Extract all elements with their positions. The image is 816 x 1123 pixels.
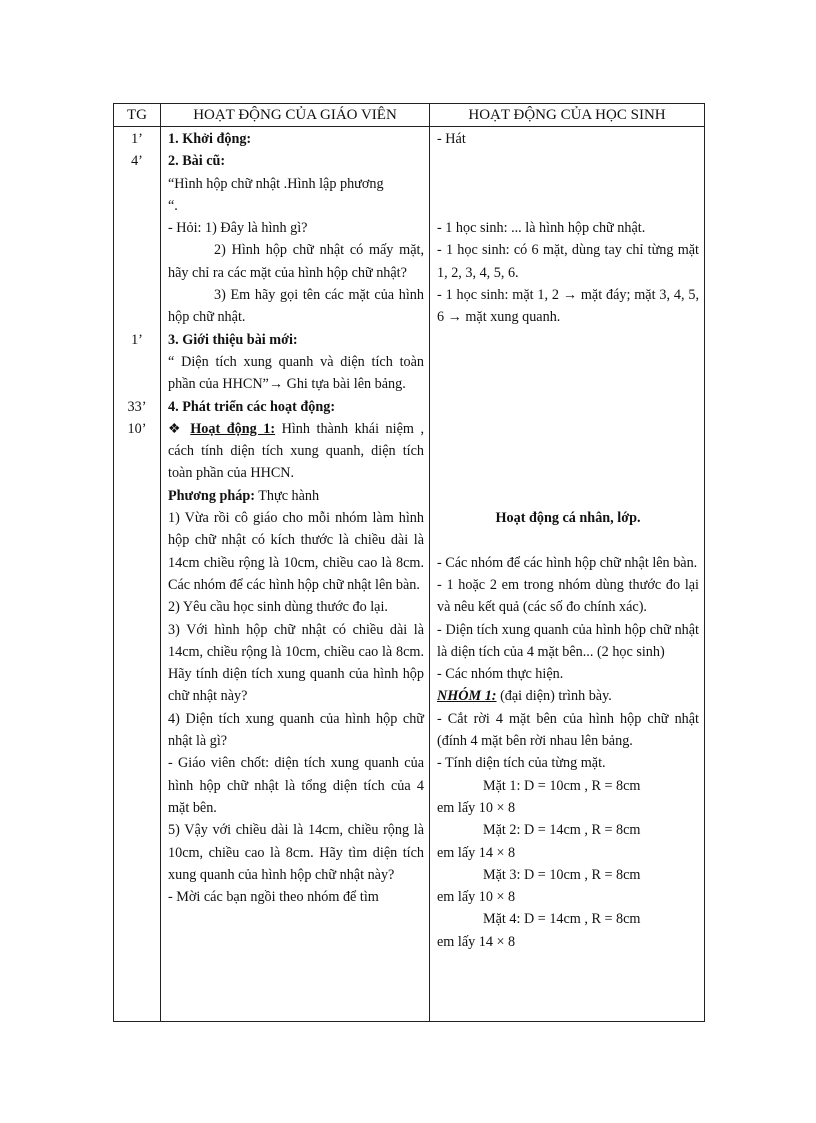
header-row: [114, 104, 705, 127]
time-column: [114, 127, 161, 1022]
face-4-dims: Mặt 4: D = 14cm , R = 8cm: [483, 911, 641, 928]
header-student: HOẠT ĐỘNG CỦA HỌC SINH: [430, 104, 705, 127]
section-warmup: 1. Khởi động:: [168, 131, 252, 147]
group-1-text: (đại diện) trình bày.: [496, 688, 612, 705]
time-3: 1’: [131, 331, 143, 348]
teacher-step-1: 1) Vừa rồi cô giáo cho mỗi nhóm làm hình hộp chữ nhật có kích thước là chiều dài là 14cm chiều rộng là 10cm, chiều cao là 8cm. Các nhóm để các hình hộp chữ nhật lên bàn.: [168, 510, 424, 593]
lesson-plan-table: [113, 103, 705, 1022]
time-4: 33’: [127, 398, 147, 415]
teacher-conclusion: - Giáo viên chốt: diện tích xung quanh của hình hộp chữ nhật là tổng diện tích của 4 mặt bên.: [168, 755, 424, 816]
question-3: 3) Em hãy gọi tên các mặt của hình hộp chữ nhật.: [168, 287, 424, 326]
teacher-column: [161, 127, 430, 1022]
face-3-dims: Mặt 3: D = 10cm , R = 8cm: [483, 866, 641, 883]
activity-1-text: Hình thành khái niệm , cách tính diện tích xung quanh, diện tích toàn phần của HHCN.: [168, 420, 424, 482]
header-tg: TG: [114, 104, 161, 127]
face-3-calc: em lấy 10 × 8: [437, 889, 516, 906]
teacher-step-5: 5) Vậy với chiều dài là 14cm, chiều rộng là 10cm, chiều cao là 8cm. Hãy tìm diện tích xung quanh của hình hộp chữ nhật này?: [168, 822, 424, 883]
student-sing: - Hát: [437, 131, 466, 147]
teacher-step-2: 2) Yêu cầu học sinh dùng thước đo lại.: [168, 599, 388, 616]
activity-1: [168, 418, 424, 485]
lesson-intro: “ Diện tích xung quanh và diện tích toàn phần của HHCN”→ Ghi tựa bài lên bảng.: [168, 353, 424, 393]
time-2: 4’: [131, 153, 143, 170]
section-activities: 4. Phát triển các hoạt động:: [168, 398, 336, 415]
activity-title: Hoạt động cá nhân, lớp.: [495, 510, 641, 527]
face-4-calc: em lấy 14 × 8: [437, 933, 516, 950]
question-1: - Hỏi: 1) Đây là hình gì?: [168, 220, 308, 237]
student-step-2: - 1 hoặc 2 em trong nhóm dùng thước đo lại và nêu kết quả (các số đo chính xác).: [437, 576, 699, 616]
teacher-step-6: - Mời các bạn ngồi theo nhóm để tìm: [168, 889, 379, 906]
header-teacher: HOẠT ĐỘNG CỦA GIÁO VIÊN: [161, 104, 430, 127]
method: [168, 485, 424, 507]
group-1-label: NHÓM 1:: [437, 688, 497, 705]
section-old-lesson: 2. Bài cũ:: [168, 153, 226, 170]
content-row: [114, 127, 705, 1022]
method-text: Thực hành: [254, 487, 320, 504]
student-column: [430, 127, 705, 1022]
diamond-bullet-icon: ❖: [168, 420, 184, 437]
student-step-4: - Các nhóm thực hiện.: [437, 666, 564, 683]
method-label: Phương pháp:: [168, 487, 255, 504]
student-step-6: - Tính diện tích của từng mặt.: [437, 755, 606, 772]
group-1: [437, 685, 699, 707]
old-lesson-title-2: “.: [168, 197, 178, 214]
section-new-lesson: 3. Giới thiệu bài mới:: [168, 331, 298, 348]
student-step-5: - Cắt rời 4 mặt bên của hình hộp chữ nhật (đính 4 mặt bên rời nhau lên bảng.: [437, 710, 699, 750]
student-answer-1: - 1 học sinh: ... là hình hộp chữ nhật.: [437, 220, 646, 237]
teacher-step-3: 3) Với hình hộp chữ nhật có chiều dài là 14cm, chiều rộng là 10cm, chiều cao là 8cm. Hãy tính diện tích xung quanh của hình hộp chữ nhật này?: [168, 621, 424, 705]
face-1-calc: em lấy 10 × 8: [437, 799, 516, 816]
question-2: 2) Hình hộp chữ nhật có mấy mặt, hãy chỉ ra các mặt của hình hộp chữ nhật?: [168, 242, 424, 281]
teacher-step-4: 4) Diện tích xung quanh của hình hộp chữ nhật là gì?: [168, 710, 424, 750]
face-2-calc: em lấy 14 × 8: [437, 844, 516, 861]
activity-1-label: Hoạt động 1:: [190, 420, 276, 437]
face-2-dims: Mặt 2: D = 14cm , R = 8cm: [483, 822, 641, 839]
time-1: 1’: [131, 131, 143, 147]
face-1-dims: Mặt 1: D = 10cm , R = 8cm: [483, 777, 641, 794]
student-answer-3: - 1 học sinh: mặt 1, 2 → mặt đáy; mặt 3, 4, 5, 6 → mặt xung quanh.: [437, 287, 699, 326]
old-lesson-title-1: “Hình hộp chữ nhật .Hình lập phương: [168, 175, 384, 192]
student-step-1: - Các nhóm để các hình hộp chữ nhật lên bàn.: [437, 554, 698, 571]
student-step-3: - Diện tích xung quanh của hình hộp chữ nhật là diện tích của 4 mặt bên... (2 học sinh): [437, 621, 699, 660]
student-answer-2: - 1 học sinh: có 6 mặt, dùng tay chỉ từng mặt 1, 2, 3, 4, 5, 6.: [437, 242, 699, 281]
time-5: 10’: [127, 420, 147, 437]
